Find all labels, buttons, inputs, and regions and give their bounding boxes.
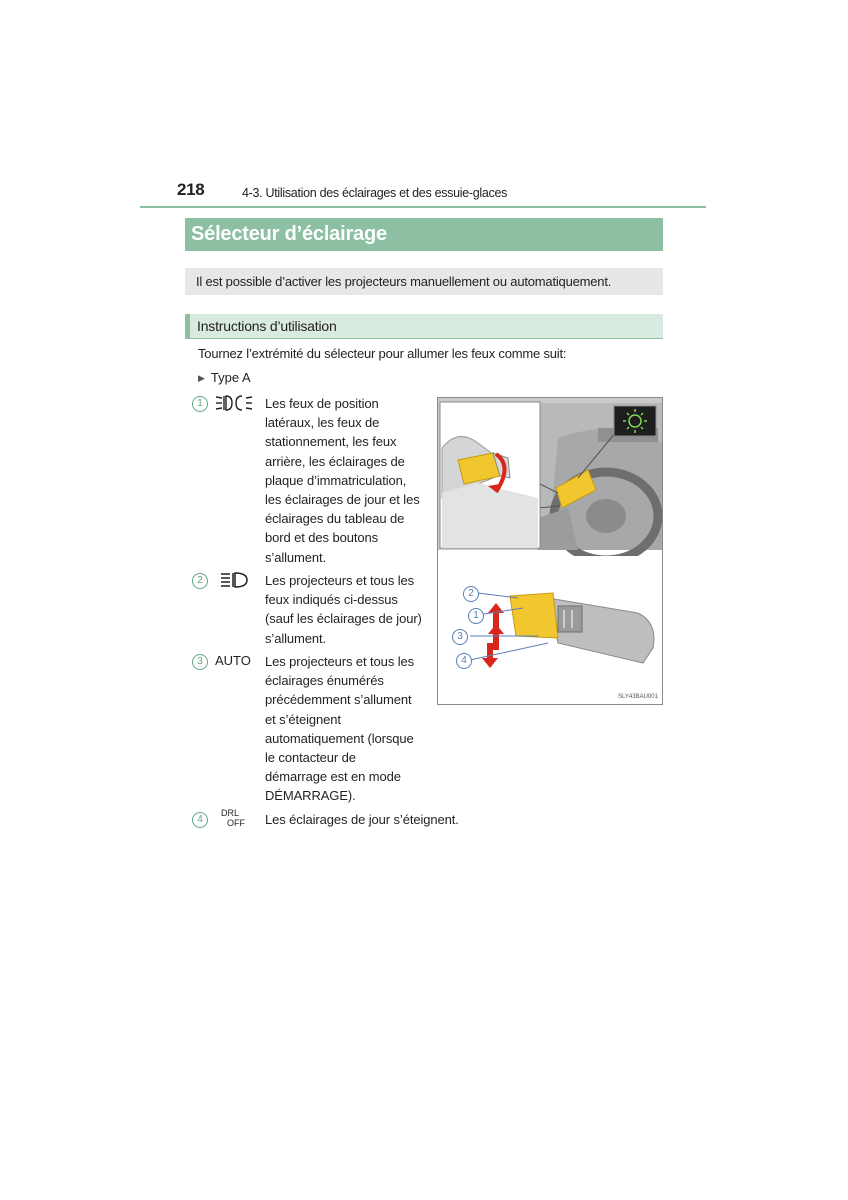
subsection-accent-bar — [185, 314, 190, 338]
item-3-line: éclairages énumérés — [265, 673, 384, 689]
off-label: OFF — [227, 818, 245, 828]
item-3-line: DÉMARRAGE). — [265, 788, 356, 804]
item-2-line: Les projecteurs et tous les — [265, 573, 415, 588]
callout-2: 2 — [463, 586, 479, 602]
item-2-line: (sauf les éclairages de jour) — [265, 611, 422, 627]
instruction-text: Tournez l’extrémité du sélecteur pour allumer les feux comme suit: — [198, 346, 567, 361]
section-title: Sélecteur d’éclairage — [185, 218, 663, 251]
item-2-description — [265, 571, 424, 648]
light-switch-illustration — [437, 397, 663, 705]
item-1-description — [265, 394, 424, 567]
auto-mode-label: AUTO — [215, 653, 251, 668]
position-lights-icon — [215, 394, 253, 412]
callout-3: 3 — [452, 629, 468, 645]
subsection-header — [185, 314, 663, 339]
item-3-line: le contacteur de — [265, 750, 356, 766]
drl-label: DRL — [221, 808, 240, 818]
item-1-line: arrière, les éclairages de — [265, 453, 405, 469]
step-number-4: 4 — [192, 812, 208, 828]
page-number: 218 — [177, 180, 205, 199]
item-1-line: Les feux de position — [265, 396, 379, 411]
item-3-line: et s’éteignent — [265, 711, 341, 727]
triangle-bullet-icon: ▶ — [198, 373, 205, 383]
header-divider — [140, 206, 706, 208]
intro-text: Il est possible d’activer les projecteurs manuellement ou automatiquement. — [185, 268, 663, 295]
step-number-2: 2 — [192, 573, 208, 589]
step-number-1: 1 — [192, 396, 208, 412]
step-number-3: 3 — [192, 654, 208, 670]
item-3-line: Les projecteurs et tous les — [265, 654, 415, 669]
type-label — [198, 370, 251, 385]
item-3-line: automatiquement (lorsque — [265, 730, 414, 746]
item-1-line: s’allument. — [265, 549, 327, 565]
item-1-line: stationnement, les feux — [265, 434, 397, 450]
item-2-line: feux indiqués ci-dessus — [265, 592, 398, 608]
item-1-line: latéraux, les feux de — [265, 415, 380, 431]
drl-off-icon — [221, 808, 245, 828]
item-1-line: plaque d’immatriculation, — [265, 472, 407, 488]
item-3-line: précédemment s’allument — [265, 692, 412, 708]
item-2-line: s’allument. — [265, 630, 327, 646]
item-4-description: Les éclairages de jour s’éteignent. — [265, 812, 459, 827]
item-1-line: éclairages du tableau de — [265, 511, 405, 527]
item-1-line: bord et des boutons — [265, 530, 379, 546]
item-3-line: démarrage est en mode — [265, 769, 401, 785]
callout-1: 1 — [468, 608, 484, 624]
type-label-text: Type A — [210, 370, 251, 385]
subsection-title: Instructions d’utilisation — [197, 318, 337, 334]
figure-code: SLY43BAU001 — [618, 694, 658, 700]
item-3-description — [265, 652, 424, 806]
callout-4: 4 — [456, 653, 472, 669]
item-1-line: les éclairages de jour et les — [265, 492, 420, 508]
headlight-icon — [220, 571, 250, 589]
chapter-title: 4-3. Utilisation des éclairages et des essuie-glaces — [242, 186, 508, 200]
